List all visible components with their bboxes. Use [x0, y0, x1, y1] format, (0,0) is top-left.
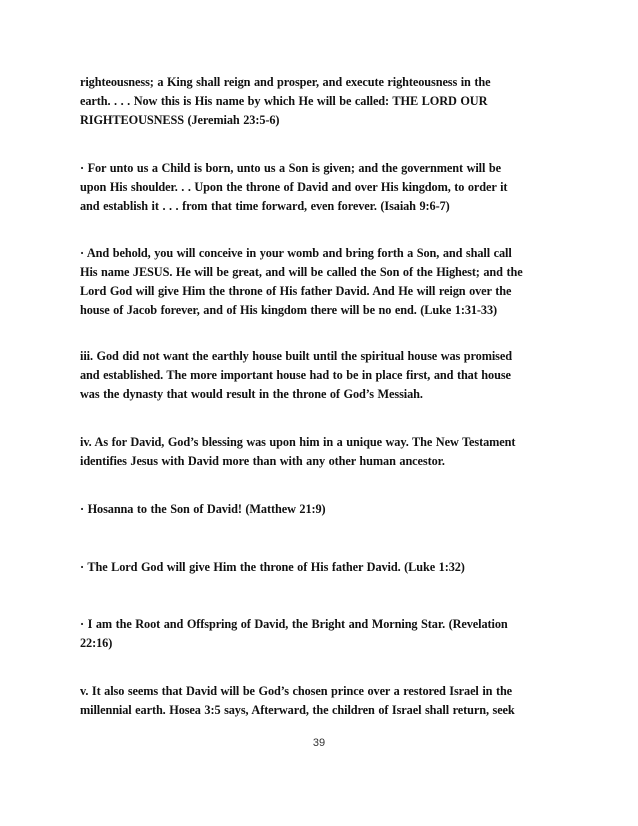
text-line: Lord God will give Him the throne of His father David. And He will reign over the [80, 284, 512, 298]
text-line: RIGHTEOUSNESS (Jeremiah 23:5-6) [80, 113, 280, 127]
text-line: millennial earth. Hosea 3:5 says, Afterward, the children of Israel shall return, seek [80, 703, 515, 717]
text-line: · For unto us a Child is born, unto us a Son is given; and the government will be [80, 161, 501, 175]
text-line: · And behold, you will conceive in your womb and bring forth a Son, and shall call [80, 246, 512, 260]
text-line: and establish it . . . from that time forward, even forever. (Isaiah 9:6-7) [80, 199, 450, 213]
text-line: iii. God did not want the earthly house built until the spiritual house was promised [80, 349, 512, 363]
paragraph-matthew-quote [80, 500, 560, 519]
text-line: · Hosanna to the Son of David! (Matthew 21:9) [80, 502, 326, 516]
text-line: earth. . . . Now this is His name by which He will be called: THE LORD OUR [80, 94, 488, 108]
paragraph-luke-1-32-quote [80, 558, 560, 577]
text-line: · I am the Root and Offspring of David, the Bright and Morning Star. (Revelation [80, 617, 508, 631]
paragraph-isaiah-quote [80, 159, 560, 216]
text-line: 22:16) [80, 636, 113, 650]
paragraph-luke-quote [80, 244, 560, 320]
text-line: and established. The more important house had to be in place first, and that house [80, 368, 511, 382]
text-line: was the dynasty that would result in the throne of God’s Messiah. [80, 387, 423, 401]
text-line: identifies Jesus with David more than with any other human ancestor. [80, 454, 445, 468]
text-line: righteousness; a King shall reign and prosper, and execute righteousness in the [80, 75, 491, 89]
text-line: His name JESUS. He will be great, and will be called the Son of the Highest; and the [80, 265, 523, 279]
paragraph-point-iii [80, 347, 560, 404]
text-line: iv. As for David, God’s blessing was upon him in a unique way. The New Testament [80, 435, 516, 449]
text-line: v. It also seems that David will be God’s chosen prince over a restored Israel in the [80, 684, 513, 698]
paragraph-jeremiah-quote [80, 73, 560, 130]
paragraph-point-v [80, 682, 560, 720]
paragraph-point-iv [80, 433, 560, 471]
text-line: · The Lord God will give Him the throne of His father David. (Luke 1:32) [80, 560, 465, 574]
text-line: house of Jacob forever, and of His kingdom there will be no end. (Luke 1:31-33) [80, 303, 498, 317]
paragraph-revelation-quote [80, 615, 560, 653]
page-number: 39 [312, 737, 326, 749]
text-line: upon His shoulder. . . Upon the throne of David and over His kingdom, to order it [80, 180, 508, 194]
